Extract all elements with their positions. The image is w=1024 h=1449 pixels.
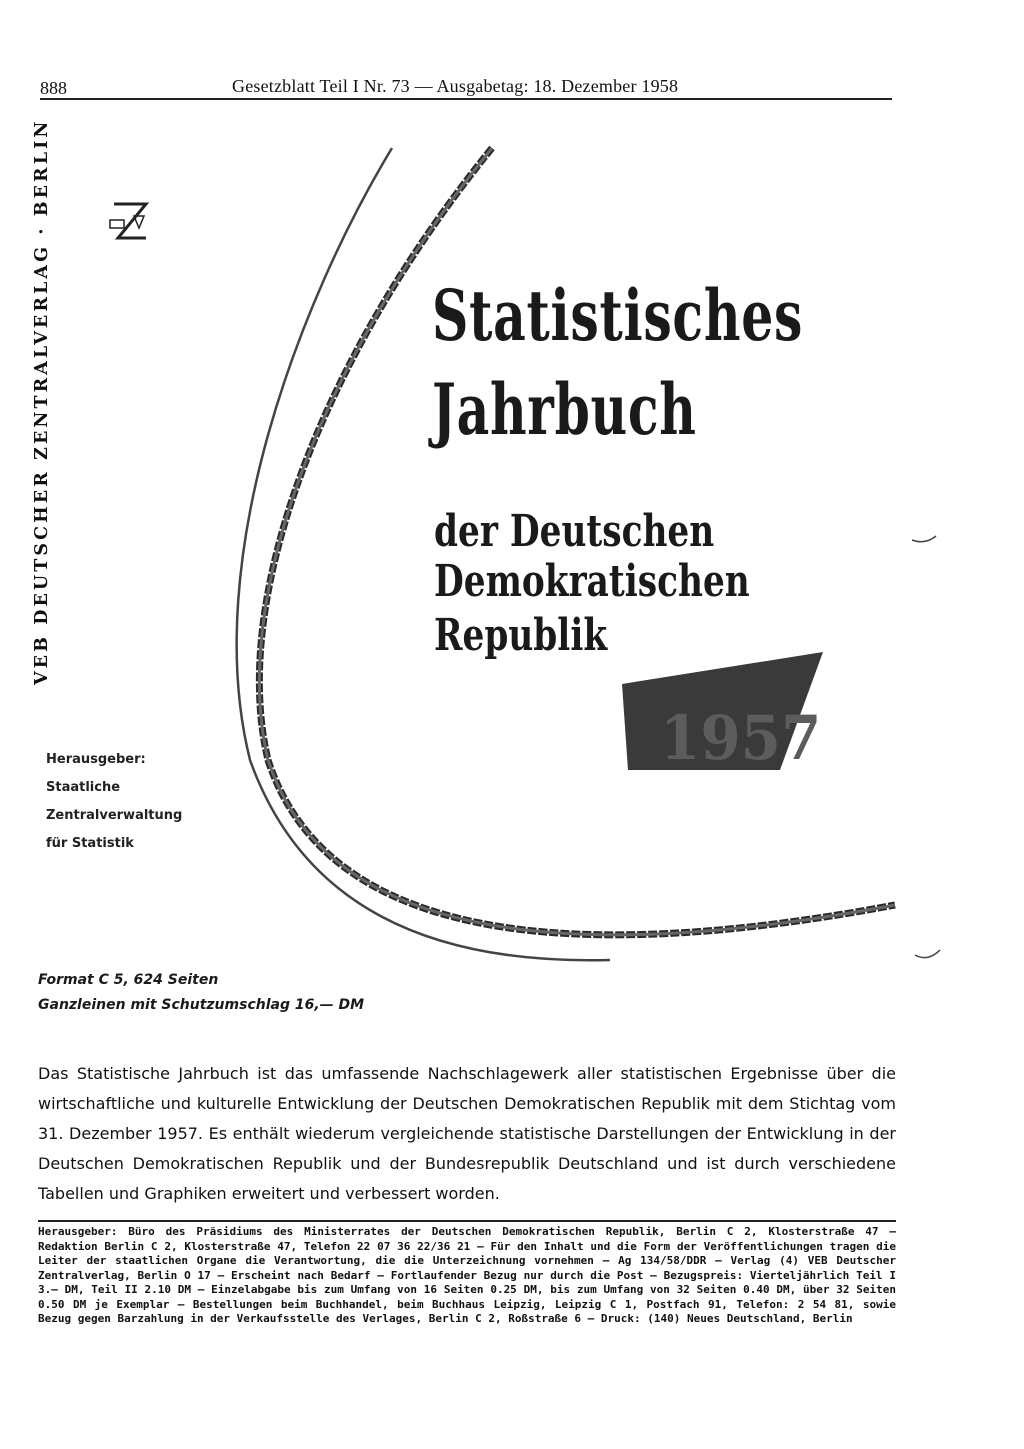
description-paragraph: Das Statistische Jahrbuch ist das umfassende Nachschlagewerk aller statistischen Ergebnisse über die wirtschaftliche und kulturelle Entwicklung der Deutschen Demokratischen Republik mit dem Stichtag vom 31. Dezember 1957. Es enthält wiederum vergleichende statistische Darstellungen der Entwicklung in der Deutschen Demokratischen Republik und der Bundesrepublik Deutschland und ist durch verschiedene Tabellen und Graphiken erweitert und verbessert worden.: [38, 1064, 896, 1203]
format-info: Format C 5, 624 Seiten: [38, 972, 219, 988]
imprint-text: Herausgeber: Büro des Präsidiums des Ministerrates der Deutschen Demokratischen Republik, Berlin C 2, Klosterstraße 47 — Redaktion Berlin C 2, Klosterstraße 47, Telefon 22 07 36 22/36 21 — Für den Inhalt und die Form der Veröffentlichungen tragen die Leiter der staatlichen Organe die Verantwortung, die die Unterzeichnung vornehmen — Ag 134/58/DDR — Verlag (4) VEB Deutscher Zentralverlag, Berlin O 17 — Erscheint nach Bedarf — Fortlaufender Bezug nur durch die Post — Bezugspreis: Vierteljährlich Teil I 3.— DM, Teil II 2.10 DM — Einzelabgabe bis zum Umfang von 16 Seiten 0.25 DM, bis zum Umfang von 32 Seiten 0.40 DM, über 32 Seiten 0.50 DM je Exemplar — Bestellungen beim Buchhandel, beim Buchhaus Leipzig, Leipzig C 1, Postfach 91, Telefon: 2 54 81, sowie Bezug gegen Barzahlung in der Verkaufsstelle des Verlages, Berlin C 2, Roßstraße 6 — Druck: (140) Neues Deutschland, Berlin: [38, 1225, 896, 1325]
price-info: Ganzleinen mit Schutzumschlag 16,— DM: [38, 997, 365, 1013]
publisher-logo-icon: [108, 198, 150, 246]
running-head: Gesetzblatt Teil I Nr. 73 — Ausgabetag: 18. Dezember 1958: [232, 76, 679, 96]
cover-title-line2: Jahrbuch: [432, 368, 697, 451]
cover-subtitle-line1: der Deutschen: [434, 506, 715, 557]
cover-subtitle-line3: Republik: [434, 610, 608, 661]
year-text: 1957: [660, 702, 822, 772]
herausgeber-line: Zentralverwaltung: [46, 808, 183, 823]
cover-subtitle-line2: Demokratischen: [434, 556, 750, 607]
publisher-vertical-text: VEB DEUTSCHER ZENTRALVERLAG · BERLIN: [32, 118, 52, 685]
page-number: 888: [40, 78, 67, 98]
herausgeber-line: für Statistik: [46, 836, 134, 851]
cover-title-line1: Statistisches: [432, 274, 804, 357]
herausgeber-line: Staatliche: [46, 780, 121, 795]
header-rule: [40, 98, 892, 100]
herausgeber-label: Herausgeber:: [46, 752, 146, 767]
year-badge: [620, 652, 825, 772]
footer-rule: [38, 1220, 896, 1222]
